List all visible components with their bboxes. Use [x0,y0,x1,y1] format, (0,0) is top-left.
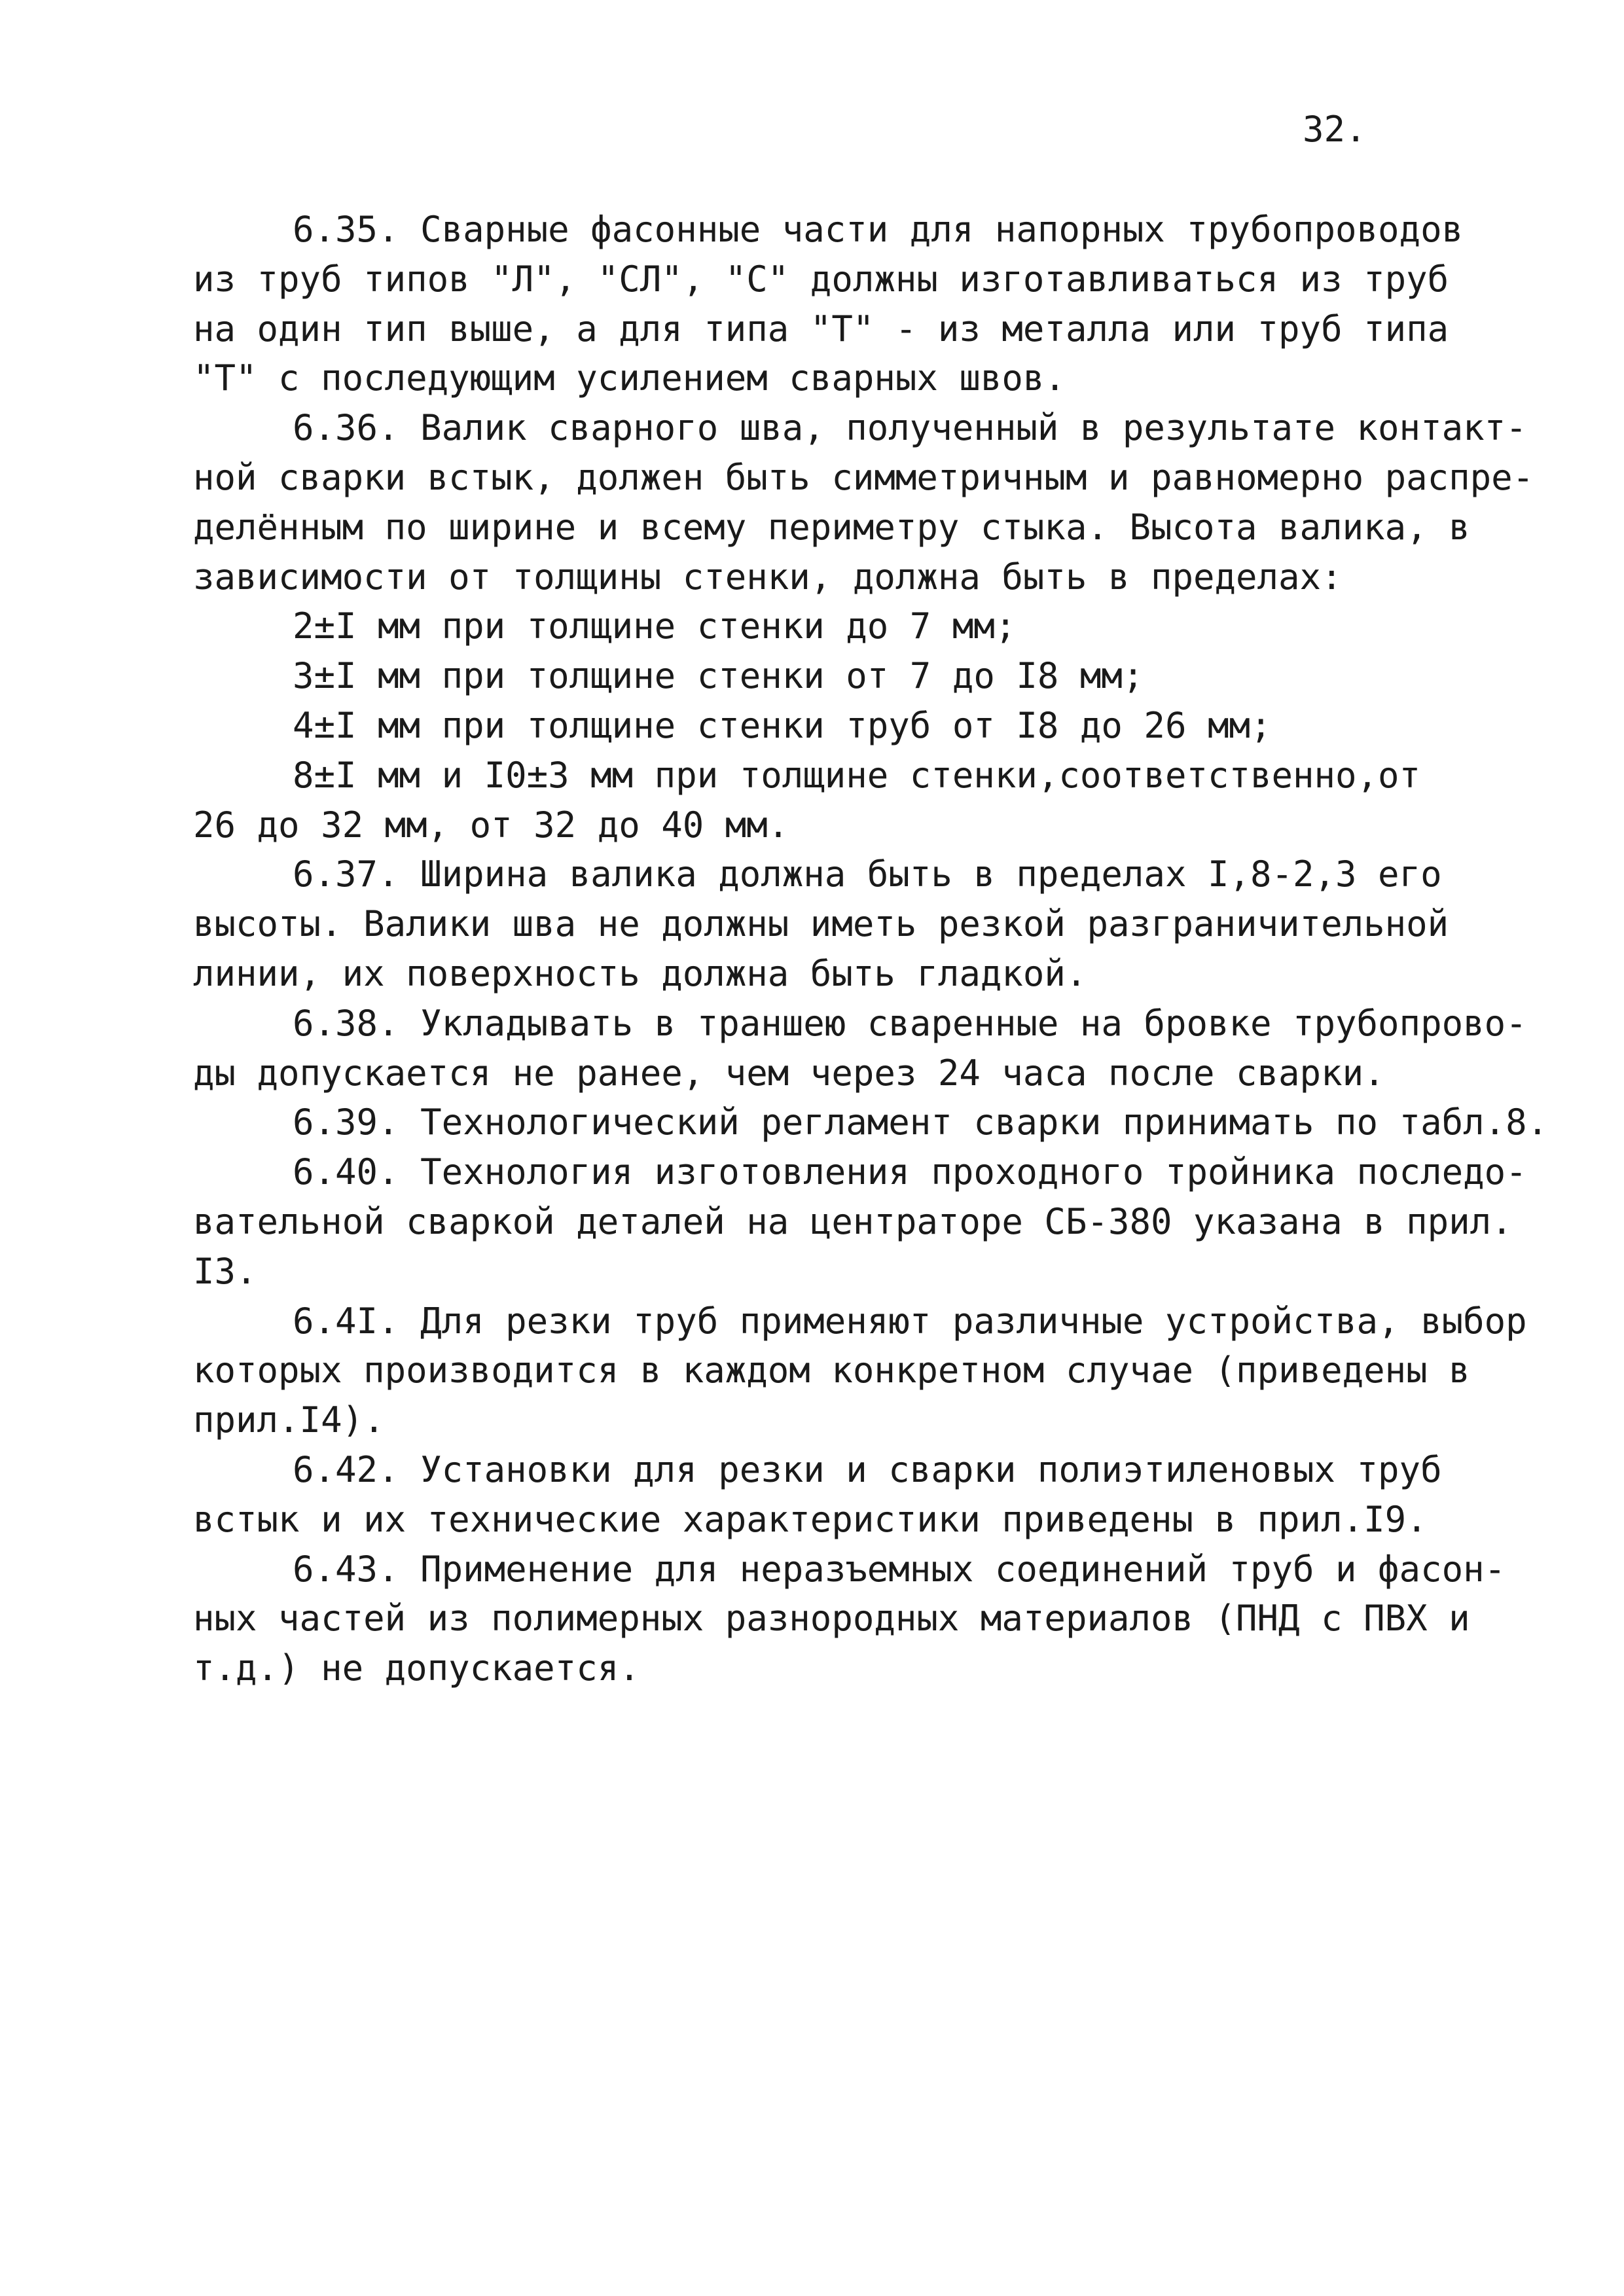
text-line: 6.36. Валик сварного шва, полученный в результате контакт- [293,407,1527,449]
text-line: 4±I мм при толщине стенки труб от I8 до 26 мм; [293,704,1272,746]
body-text [193,205,1549,1693]
text-line: ды допускается не ранее, чем через 24 часа после сварки. [193,1052,1385,1094]
text-line: 6.4I. Для резки труб применяют различные устройства, выбор [293,1300,1527,1342]
text-line: прил.I4). [193,1399,385,1441]
text-line: "Т" с последующим усилением сварных швов. [193,357,1066,399]
text-line: делённым по ширине и всему периметру стыка. Высота валика, в [193,506,1470,548]
text-line: на один тип выше, а для типа "Т" - из металла или труб типа [193,308,1449,350]
text-line: 6.43. Применение для неразъемных соединений труб и фасон- [293,1548,1506,1590]
text-line: т.д.) не допускается. [193,1647,640,1689]
text-line: 6.40. Технология изготовления проходного тройника последо- [293,1151,1527,1193]
text-line: 3±I мм при толщине стенки от 7 до I8 мм; [293,655,1144,697]
text-line: ной сварки встык, должен быть симметричным и равномерно распре- [193,456,1534,498]
text-line: 26 до 32 мм, от 32 до 40 мм. [193,804,789,846]
text-line: 8±I мм и I0±3 мм при толщине стенки,соответственно,от [293,754,1421,796]
text-line: 6.39. Технологический регламент сварки принимать по табл.8. [293,1102,1549,1143]
text-line: 6.42. Установки для резки и сварки полиэтиленовых труб [293,1448,1442,1490]
text-line: встык и их технические характеристики приведены в прил.I9. [193,1498,1428,1540]
text-line: которых производится в каждом конкретном случае (приведены в [193,1350,1470,1391]
page-number: 32. [1303,109,1367,150]
text-line: зависимости от толщины стенки, должна быть в пределах: [193,556,1343,598]
text-line: 2±I мм при толщине стенки до 7 мм; [293,605,1017,647]
text-line: 6.35. Сварные фасонные части для напорных трубопроводов [293,209,1464,250]
text-line: высоты. Валики шва не должны иметь резкой разграничительной [193,903,1449,945]
text-line: линии, их поверхность должна быть гладкой. [193,952,1087,994]
text-line: 6.38. Укладывать в траншею сваренные на бровке трубопрово- [293,1002,1527,1044]
text-line: из труб типов "Л", "СЛ", "С" должны изготавливаться из труб [193,258,1449,300]
text-line: ных частей из полимерных разнородных материалов (ПНД с ПВХ и [193,1598,1470,1640]
text-line: I3. [193,1250,257,1292]
text-line: вательной сваркой деталей на центраторе СБ-380 указана в прил. [193,1200,1513,1242]
text-line: 6.37. Ширина валика должна быть в пределах I,8-2,3 его [293,853,1442,895]
